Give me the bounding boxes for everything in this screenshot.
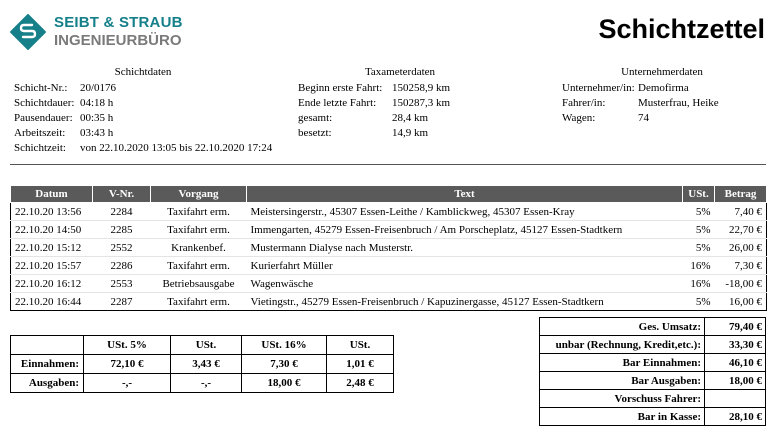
tax-header-empty	[11, 336, 84, 355]
tax-row-einnahmen	[11, 355, 394, 374]
diamond-s-logo-icon	[10, 14, 46, 50]
cell-betrag: 7,40 €	[715, 203, 767, 221]
totals-row	[540, 318, 766, 336]
totals-row	[540, 372, 766, 390]
logo-line1: SEIBT & STRAUB	[54, 14, 183, 31]
page-title: Schichtzettel	[598, 14, 765, 44]
cell-vorgang: Betriebsausgabe	[151, 275, 247, 293]
totals-label: Bar Einnahmen:	[540, 354, 705, 372]
totals-row	[540, 354, 766, 372]
cell-datum: 22.10.20 14:50	[11, 221, 93, 239]
tax-cell: 7,30 €	[242, 355, 327, 374]
totals-value: 46,10 €	[705, 354, 766, 372]
tax-cell: 3,43 €	[171, 355, 242, 374]
cell-text: Vietingstr., 45279 Essen-Freisenbruch / Kapuzinergasse, 45127 Essen-Stadtkern	[247, 293, 683, 311]
cell-ust: 5%	[683, 203, 715, 221]
cell-text: Mustermann Dialyse nach Musterstr.	[247, 239, 683, 257]
unternehmerdaten-value-1: Musterfrau, Heike	[638, 97, 719, 109]
table-header-row	[11, 186, 767, 203]
cell-text: Kurierfahrt Müller	[247, 257, 683, 275]
totals-row	[540, 408, 766, 426]
cell-ust: 5%	[683, 239, 715, 257]
tax-header-ust-b: USt.	[327, 336, 394, 355]
cell-datum: 22.10.20 15:57	[11, 257, 93, 275]
cell-vnr: 2552	[93, 239, 151, 257]
cell-vorgang: Taxifahrt erm.	[151, 203, 247, 221]
cell-betrag: -18,00 €	[715, 275, 767, 293]
cell-datum: 22.10.20 15:12	[11, 239, 93, 257]
cell-vnr: 2284	[93, 203, 151, 221]
schichtdaten-value-2: 00:35 h	[80, 112, 114, 124]
schichtdaten-label-1: Schichtdauer:	[14, 97, 75, 109]
cell-betrag: 22,70 €	[715, 221, 767, 239]
taxameterdaten-value-2: 28,4 km	[392, 112, 429, 124]
schichtdaten-label-2: Pausendauer:	[14, 112, 73, 124]
col-header-betrag: Betrag	[715, 186, 767, 203]
schichtdaten-value-1: 04:18 h	[80, 97, 114, 109]
unternehmerdaten-label-2: Wagen:	[562, 112, 596, 124]
unternehmerdaten-heading: Unternehmerdaten	[621, 66, 703, 78]
table-row	[11, 203, 767, 221]
col-header-ust: USt.	[683, 186, 715, 203]
cell-vorgang: Krankenbef.	[151, 239, 247, 257]
cell-vnr: 2287	[93, 293, 151, 311]
schichtdaten-label-3: Arbeitszeit:	[14, 127, 66, 139]
col-header-vnr: V-Nr.	[93, 186, 151, 203]
taxameterdaten-value-1: 150287,3 km	[392, 97, 451, 109]
taxameterdaten-label-3: besetzt:	[298, 127, 332, 139]
cell-ust: 16%	[683, 257, 715, 275]
table-row	[11, 239, 767, 257]
cell-ust: 16%	[683, 275, 715, 293]
totals-row	[540, 336, 766, 354]
cell-datum: 22.10.20 13:56	[11, 203, 93, 221]
unternehmerdaten-value-2: 74	[638, 112, 649, 124]
totals-label: Vorschuss Fahrer:	[540, 390, 705, 408]
tax-row-label: Einnahmen:	[11, 355, 84, 374]
cell-betrag: 7,30 €	[715, 257, 767, 275]
tax-row-label: Ausgaben:	[11, 374, 84, 393]
unternehmerdaten-label-0: Unternehmer/in:	[562, 82, 635, 94]
cell-ust: 5%	[683, 221, 715, 239]
cell-betrag: 26,00 €	[715, 239, 767, 257]
totals-value	[705, 390, 766, 408]
cell-vnr: 2553	[93, 275, 151, 293]
totals-label: Bar in Kasse:	[540, 408, 705, 426]
schichtdaten-value-0: 20/0176	[80, 82, 117, 94]
col-header-datum: Datum	[11, 186, 93, 203]
unternehmerdaten-label-1: Fahrer/in:	[562, 97, 606, 109]
company-logo	[10, 12, 183, 52]
schichtdaten-label-4: Schichtzeit:	[14, 142, 66, 154]
tax-cell: 18,00 €	[242, 374, 327, 393]
taxameterdaten-label-0: Beginn erste Fahrt:	[298, 82, 383, 94]
cell-vnr: 2285	[93, 221, 151, 239]
cell-vnr: 2286	[93, 257, 151, 275]
totals-label: unbar (Rechnung, Kredit,etc.):	[540, 336, 705, 354]
schichtdaten-value-3: 03:43 h	[80, 127, 114, 139]
unternehmerdaten-value-0: Demofirma	[638, 82, 689, 94]
tax-cell: -,-	[84, 374, 171, 393]
cell-vorgang: Taxifahrt erm.	[151, 221, 247, 239]
col-header-vorgang: Vorgang	[151, 186, 247, 203]
cell-datum: 22.10.20 16:12	[11, 275, 93, 293]
tax-row-ausgaben	[11, 374, 394, 393]
logo-line2: INGENIEURBÜRO	[54, 32, 182, 49]
cell-datum: 22.10.20 16:44	[11, 293, 93, 311]
schichtdaten-heading: Schichtdaten	[114, 66, 172, 78]
table-row	[11, 257, 767, 275]
totals-row	[540, 390, 766, 408]
tax-summary-table	[10, 335, 394, 393]
tax-cell: 1,01 €	[327, 355, 394, 374]
taxameterdaten-value-3: 14,9 km	[392, 127, 429, 139]
tax-header-ust-a: USt.	[171, 336, 242, 355]
tax-header-row	[11, 336, 394, 355]
cell-text: Wagenwäsche	[247, 275, 683, 293]
trips-table	[10, 185, 767, 311]
cell-vorgang: Taxifahrt erm.	[151, 293, 247, 311]
table-row	[11, 275, 767, 293]
schichtdaten-value-4: von 22.10.2020 13:05 bis 22.10.2020 17:24	[80, 142, 273, 154]
taxameterdaten-value-0: 150258,9 km	[392, 82, 451, 94]
schichtdaten-label-0: Schicht-Nr.:	[14, 82, 68, 94]
tax-header-ust5: USt. 5%	[84, 336, 171, 355]
totals-value: 33,30 €	[705, 336, 766, 354]
section-divider	[10, 164, 766, 165]
cell-betrag: 16,00 €	[715, 293, 767, 311]
taxameterdaten-label-1: Ende letzte Fahrt:	[298, 97, 377, 109]
table-row	[11, 221, 767, 239]
tax-header-ust16: USt. 16%	[242, 336, 327, 355]
taxameterdaten-label-2: gesamt:	[298, 112, 333, 124]
cell-text: Meistersingerstr., 45307 Essen-Leithe / Kamblickweg, 45307 Essen-Kray	[247, 203, 683, 221]
cell-vorgang: Taxifahrt erm.	[151, 257, 247, 275]
totals-value: 28,10 €	[705, 408, 766, 426]
col-header-text: Text	[247, 186, 683, 203]
taxameterdaten-heading: Taxameterdaten	[364, 66, 436, 78]
cell-text: Immengarten, 45279 Essen-Freisenbruch / Am Porscheplatz, 45127 Essen-Stadtkern	[247, 221, 683, 239]
tax-cell: 2,48 €	[327, 374, 394, 393]
table-row	[11, 293, 767, 311]
totals-value: 79,40 €	[705, 318, 766, 336]
totals-label: Ges. Umsatz:	[540, 318, 705, 336]
cell-ust: 5%	[683, 293, 715, 311]
totals-value: 18,00 €	[705, 372, 766, 390]
totals-table	[539, 317, 766, 426]
tax-cell: 72,10 €	[84, 355, 171, 374]
totals-label: Bar Ausgaben:	[540, 372, 705, 390]
tax-cell: -,-	[171, 374, 242, 393]
